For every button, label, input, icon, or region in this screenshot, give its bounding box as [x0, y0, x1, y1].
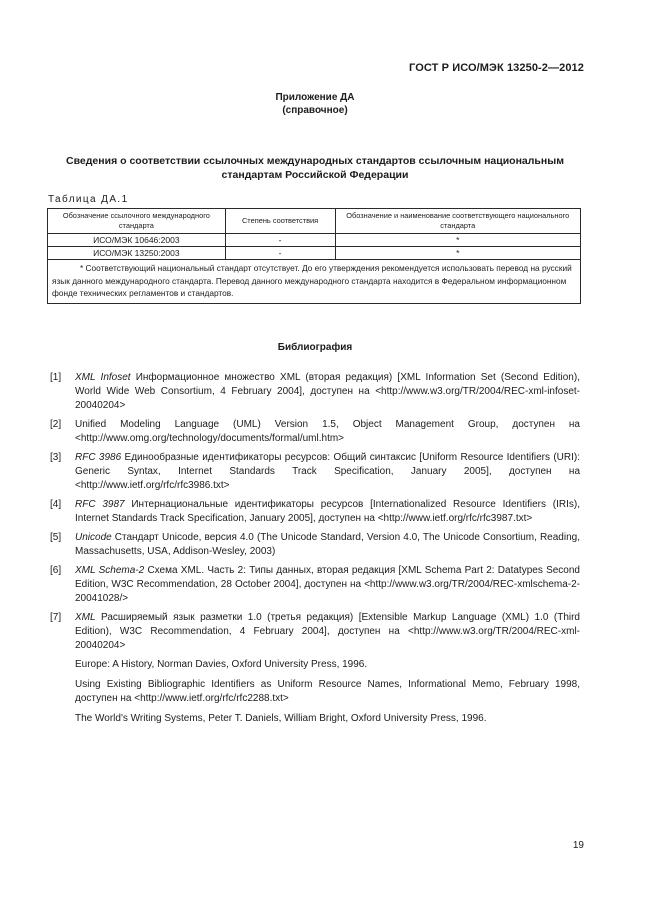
section-title: Сведения о соответствии ссылочных международных стандартов ссылочным национальным стандартам Российской Федерации — [66, 155, 564, 181]
table-footnote-row — [48, 260, 581, 304]
bibliography-additional-entry: The World's Writing Systems, Peter T. Daniels, William Bright, Oxford University Press, 1996. — [75, 713, 487, 724]
entry-number: [7] — [50, 612, 62, 623]
entry-number: [4] — [50, 499, 62, 510]
table-header-cell: Степень соответствия — [225, 209, 335, 234]
entry-short-title: RFC 3987 — [75, 499, 125, 510]
bibliography-entry — [50, 498, 580, 526]
table-footnote-cell — [48, 260, 581, 304]
entry-text: Схема XML. Часть 2: Типы данных, вторая редакция [XML Schema Part 2: Datatypes Second Edition, W3C Recommendation, 28 October 2004], доступен на <http://www.w3.org/TR/2004/REC-xmlschema-2-20041028/> — [75, 565, 580, 604]
bibliography-entry — [50, 564, 580, 606]
bibliography-title: Библиография — [277, 342, 353, 353]
bibliography-entry — [50, 451, 580, 493]
bibliography-entry — [50, 531, 580, 559]
entry-text: Стандарт Unicode, версия 4.0 (The Unicode Standard, Version 4.0, The Unicode Consortium, Reading, Massachusetts, USA, Addison-Wesley, 2003) — [75, 532, 580, 557]
bibliography-list — [50, 371, 580, 732]
table-header-cell: Обозначение и наименование соответствующего национального стандарта — [335, 209, 581, 234]
bibliography-entry — [50, 611, 580, 653]
entry-short-title: RFC 3986 — [75, 452, 122, 463]
appendix-subtitle: (справочное) — [282, 105, 348, 116]
table-cell: - — [225, 234, 335, 247]
appendix-heading — [0, 91, 630, 117]
entry-short-title: Unicode — [75, 532, 112, 543]
appendix-title: Приложение ДА — [275, 92, 355, 103]
entry-number: [1] — [50, 372, 62, 383]
correspondence-table — [47, 208, 581, 304]
table-row — [48, 234, 581, 247]
table-cell: ИСО/МЭК 10646:2003 — [48, 234, 226, 247]
entry-text: Интернациональные идентификаторы ресурсов [Internationalized Resource Identifiers (IRIs), Internet Standards Track Specification, January 2005], доступен на <http://www.ietf.org/rfc/rfc3987.txt> — [75, 499, 580, 524]
bibliography-entry — [50, 371, 580, 413]
entry-short-title: XML Schema-2 — [75, 565, 145, 576]
table-label: Таблица ДА.1 — [48, 194, 129, 205]
standard-designation: ГОСТ Р ИСО/МЭК 13250-2—2012 — [409, 62, 584, 74]
table-cell: * — [335, 234, 581, 247]
table-row — [48, 247, 581, 260]
entry-number: [6] — [50, 565, 62, 576]
table-header-row — [48, 209, 581, 234]
entry-text: Unified Modeling Language (UML) Version 1.5, Object Management Group, доступен на <http://www.omg.org/technology/documents/formal/uml.htm> — [75, 419, 580, 444]
bibliography-additional-entry: Europe: A History, Norman Davies, Oxford University Press, 1996. — [75, 659, 368, 670]
entry-text: Расширяемый язык разметки 1.0 (третья редакция) [Extensible Markup Language (XML) 1.0 (Third Edition), W3C Recommendation, 4 February 2004], доступен на <http://www.w3.org/TR/2004/REC-xml-20040204> — [75, 612, 580, 651]
bibliography-entry — [50, 418, 580, 446]
entry-text: Информационное множество XML (вторая редакция) [XML Information Set (Second Edition), World Wide Web Consortium, 4 February 2004], доступен на <http://www.w3.org/TR/2004/REC-xml-infoset-20040204> — [75, 372, 580, 411]
entry-text: Единообразные идентификаторы ресурсов: Общий синтаксис [Uniform Resource Identifiers (URI): Generic Syntax, Internet Standards Track Specification, January 2005], доступен на <http://www.ietf.org/rfc/rfc3986.txt> — [75, 452, 581, 491]
entry-number: [2] — [50, 419, 62, 430]
entry-short-title: XML — [75, 612, 96, 623]
entry-number: [3] — [50, 452, 62, 463]
entry-short-title: XML Infoset — [75, 372, 131, 383]
bibliography-additional-entry: Using Existing Bibliographic Identifiers as Uniform Resource Names, Informational Memo, February 1998, доступен на <http://www.ietf.org/rfc/rfc2288.txt> — [75, 679, 580, 704]
table-cell: ИСО/МЭК 13250:2003 — [48, 247, 226, 260]
page-number: 19 — [572, 840, 584, 851]
table-cell: * — [335, 247, 581, 260]
table-footnote: * Соответствующий национальный стандарт отсутствует. До его утверждения рекомендуется использовать перевод на русский язык данного международного стандарта. Перевод данного международного стандарта находится в Федеральном информационном фонде технических регламентов и стандартов. — [52, 263, 572, 298]
table-header-cell: Обозначение ссылочного международного стандарта — [48, 209, 226, 234]
entry-number: [5] — [50, 532, 62, 543]
table-cell: - — [225, 247, 335, 260]
